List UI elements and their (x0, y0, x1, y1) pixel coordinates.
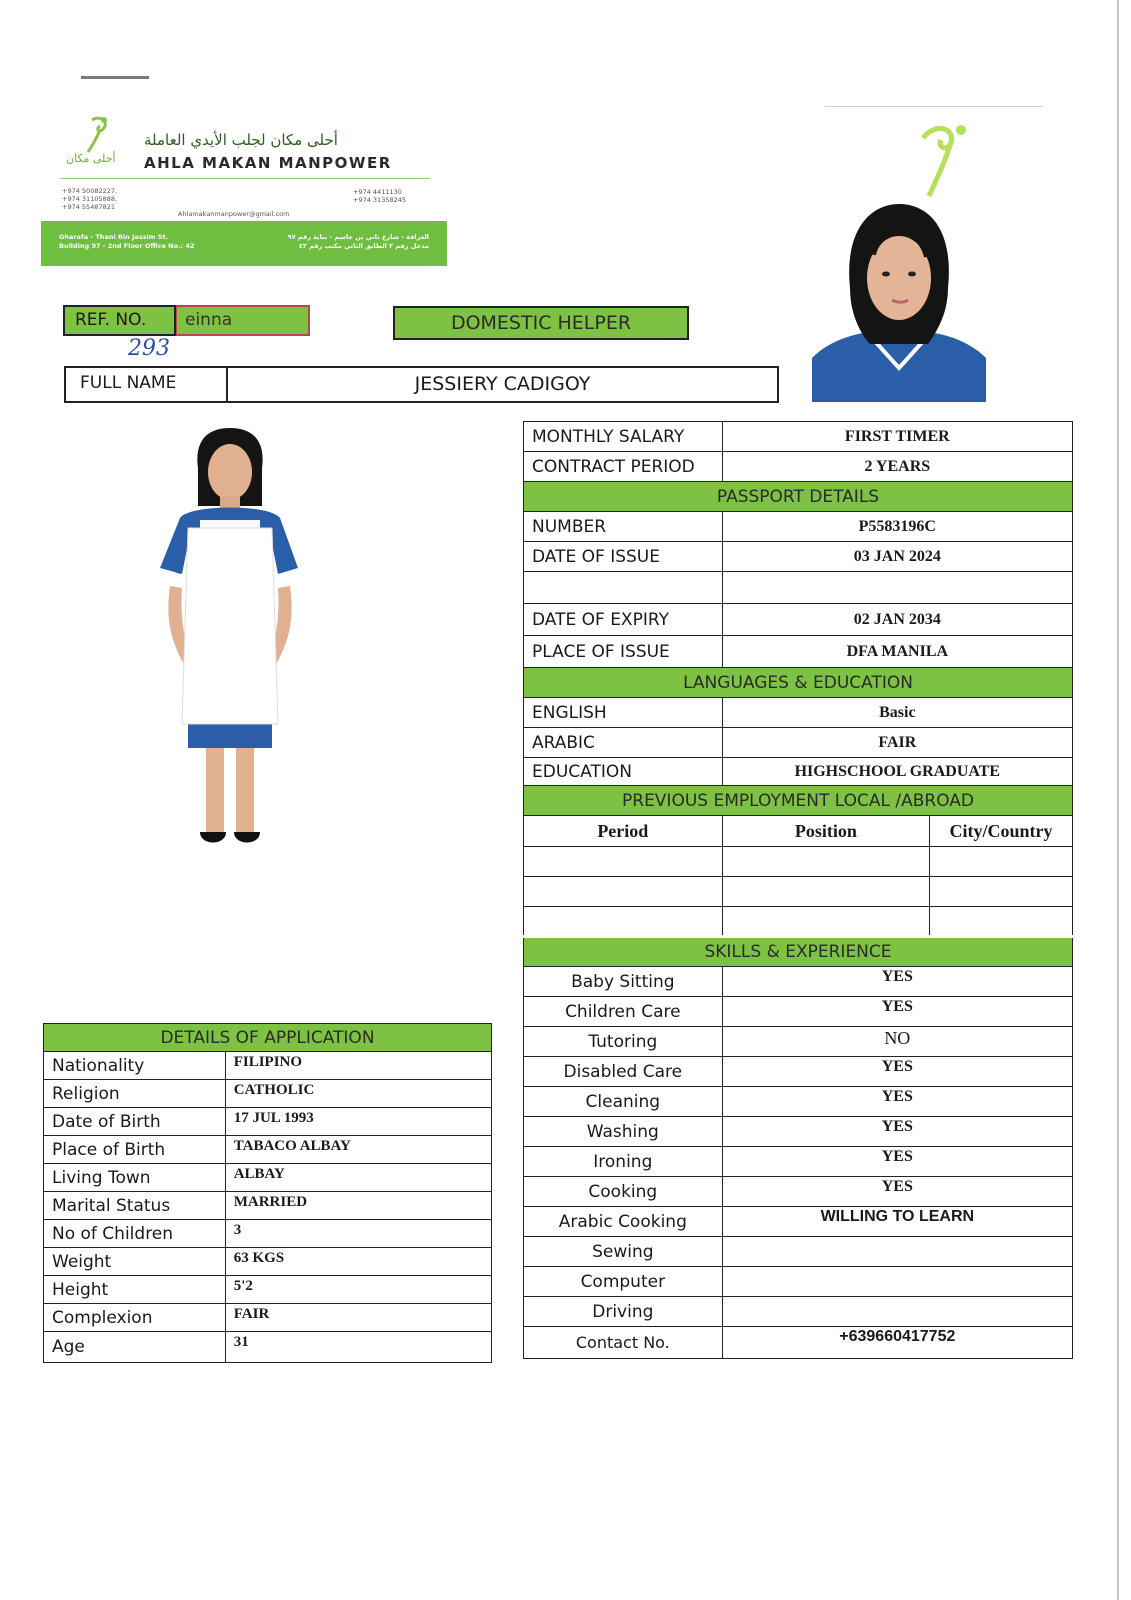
employment-col-city-country: City/Country (930, 816, 1073, 847)
employment-row (524, 847, 1073, 877)
skill-value: +639660417752 (722, 1327, 1072, 1359)
employment-cell (524, 877, 723, 907)
place-of-issue-value: DFA MANILA (722, 636, 1072, 668)
details-row (44, 1248, 492, 1276)
employment-cell (930, 847, 1073, 877)
details-row (44, 1192, 492, 1220)
skill-label: Baby Sitting (524, 967, 723, 997)
employment-cell (930, 877, 1073, 907)
date-of-issue-label: DATE OF ISSUE (524, 542, 723, 572)
education-value: HIGHSCHOOL GRADUATE (722, 758, 1072, 786)
place-of-issue-label: PLACE OF ISSUE (524, 636, 723, 668)
skill-value: YES (722, 997, 1072, 1027)
arabic-label: ARABIC (524, 728, 723, 758)
row-passport-number (524, 512, 1073, 542)
monthly-salary-value: FIRST TIMER (722, 422, 1072, 452)
skill-label: Arabic Cooking (524, 1207, 723, 1237)
row-english (524, 698, 1073, 728)
watermark-logo (915, 118, 975, 204)
blank-cell-value (722, 572, 1072, 604)
address-ar (288, 233, 429, 251)
phones-right (353, 188, 406, 204)
ref-no-handwritten: 293 (128, 336, 170, 361)
address-en-line-2: Building 97 - 2nd Floor Office No.: 42 (59, 242, 195, 250)
details-label: Complexion (44, 1304, 226, 1332)
details-label: Religion (44, 1080, 226, 1108)
skill-row (524, 1237, 1073, 1267)
address-en (59, 233, 194, 251)
ref-no-label: REF. NO. (75, 310, 147, 330)
english-value: Basic (722, 698, 1072, 728)
row-blank (524, 572, 1073, 604)
skill-value: YES (722, 1117, 1072, 1147)
letterhead-divider (60, 178, 430, 179)
full-name-row (64, 366, 779, 403)
contract-period-label: CONTRACT PERIOD (524, 452, 723, 482)
ref-no-value: einna (185, 310, 233, 330)
date-of-expiry-label: DATE OF EXPIRY (524, 604, 723, 636)
skill-row (524, 1087, 1073, 1117)
row-date-of-issue (524, 542, 1073, 572)
skill-row (524, 1297, 1073, 1327)
skill-row (524, 967, 1073, 997)
skill-value: YES (722, 967, 1072, 997)
skills-experience-header: SKILLS & EXPERIENCE (524, 937, 1073, 967)
skill-value (722, 1237, 1072, 1267)
details-row (44, 1080, 492, 1108)
skill-row (524, 1057, 1073, 1087)
details-row (44, 1332, 492, 1363)
employment-cell (524, 907, 723, 937)
address-bar (41, 221, 447, 266)
details-value: 31 (225, 1332, 491, 1363)
details-label: Age (44, 1332, 226, 1363)
details-row (44, 1276, 492, 1304)
skill-row (524, 1027, 1073, 1057)
address-ar-line-1: الغرافة - شارع ثاني بن جاسم - بناية رقم ٩٧ (287, 233, 429, 241)
phone-left-3: +974 55487821 (62, 203, 116, 211)
employment-col-position: Position (722, 816, 929, 847)
passport-number-value: P5583196C (722, 512, 1072, 542)
skill-row (524, 1327, 1073, 1359)
skill-label: Sewing (524, 1237, 723, 1267)
skill-value: WILLING TO LEARN (722, 1207, 1072, 1237)
details-value: MARRIED (225, 1192, 491, 1220)
english-label: ENGLISH (524, 698, 723, 728)
position-box (393, 306, 689, 340)
company-arabic-name: أحلى مكان لجلب الأيدي العاملة (144, 131, 338, 149)
phone-left-2: +974 31105888, (62, 195, 118, 203)
date-of-expiry-value: 02 JAN 2034 (722, 604, 1072, 636)
employment-row (524, 877, 1073, 907)
skill-value: NO (722, 1027, 1072, 1057)
skill-label: Ironing (524, 1147, 723, 1177)
details-row (44, 1136, 492, 1164)
details-row (44, 1052, 492, 1080)
row-contract-period (524, 452, 1073, 482)
details-value: ALBAY (225, 1164, 491, 1192)
details-label: Nationality (44, 1052, 226, 1080)
employment-col-period: Period (524, 816, 723, 847)
details-value: FILIPINO (225, 1052, 491, 1080)
details-label: No of Children (44, 1220, 226, 1248)
details-label: Marital Status (44, 1192, 226, 1220)
details-label: Date of Birth (44, 1108, 226, 1136)
skill-label: Children Care (524, 997, 723, 1027)
details-value: TABACO ALBAY (225, 1136, 491, 1164)
employment-cell (722, 847, 929, 877)
phones-left (62, 187, 117, 211)
skill-row (524, 1177, 1073, 1207)
employment-cell (930, 907, 1073, 937)
headshot-photo (812, 198, 986, 402)
skill-label: Computer (524, 1267, 723, 1297)
languages-education-header: LANGUAGES & EDUCATION (524, 668, 1073, 698)
employment-cell (524, 847, 723, 877)
passport-details-header: PASSPORT DETAILS (524, 482, 1073, 512)
employment-column-headers (524, 816, 1073, 847)
skill-row (524, 1147, 1073, 1177)
company-logo (58, 114, 138, 178)
skill-row (524, 1207, 1073, 1237)
details-of-application-table (43, 1023, 492, 1363)
company-name: AHLA MAKAN MANPOWER (144, 154, 392, 172)
details-row (44, 1304, 492, 1332)
details-of-application-header: DETAILS OF APPLICATION (44, 1024, 492, 1052)
skill-label: Driving (524, 1297, 723, 1327)
education-label: EDUCATION (524, 758, 723, 786)
details-label: Place of Birth (44, 1136, 226, 1164)
full-name-value: JESSIERY CADIGOY (414, 373, 591, 395)
skill-row (524, 1267, 1073, 1297)
row-date-of-expiry (524, 604, 1073, 636)
details-value: 63 KGS (225, 1248, 491, 1276)
phone-right-1: +974 4411130 (353, 188, 402, 196)
skill-label: Cooking (524, 1177, 723, 1207)
blank-cell-label (524, 572, 723, 604)
scan-line-top-right (825, 106, 1043, 107)
arabic-value: FAIR (722, 728, 1072, 758)
contract-period-value: 2 YEARS (722, 452, 1072, 482)
address-ar-line-2: مدخل رقم ٢ الطابق الثاني مكتب رقم ٤٢ (298, 242, 429, 250)
ref-no-value-box (176, 305, 310, 336)
details-list (44, 1052, 492, 1363)
row-education (524, 758, 1073, 786)
skill-label: Disabled Care (524, 1057, 723, 1087)
details-row (44, 1108, 492, 1136)
monthly-salary-label: MONTHLY SALARY (524, 422, 723, 452)
scan-mark (81, 76, 149, 79)
row-arabic (524, 728, 1073, 758)
details-value: 17 JUL 1993 (225, 1108, 491, 1136)
skill-value (722, 1297, 1072, 1327)
details-value: 3 (225, 1220, 491, 1248)
row-place-of-issue (524, 636, 1073, 668)
skill-value: YES (722, 1087, 1072, 1117)
passport-number-label: NUMBER (524, 512, 723, 542)
phone-right-2: +974 31358245 (353, 196, 407, 204)
ref-no-label-box (63, 305, 176, 336)
main-info-table (523, 421, 1073, 1359)
previous-employment-header: PREVIOUS EMPLOYMENT LOCAL /ABROAD (524, 786, 1073, 816)
employment-row (524, 907, 1073, 937)
details-label: Living Town (44, 1164, 226, 1192)
skills-list (524, 967, 1073, 1359)
details-row (44, 1164, 492, 1192)
skill-label: Contact No. (524, 1327, 723, 1359)
employment-cell (722, 877, 929, 907)
skill-row (524, 997, 1073, 1027)
details-value: FAIR (225, 1304, 491, 1332)
date-of-issue-value: 03 JAN 2024 (722, 542, 1072, 572)
skill-label: Washing (524, 1117, 723, 1147)
employment-cell (722, 907, 929, 937)
full-name-label: FULL NAME (80, 373, 177, 393)
skill-row (524, 1117, 1073, 1147)
details-row (44, 1220, 492, 1248)
details-label: Height (44, 1276, 226, 1304)
company-email: Ahlamakanmanpower@gmail.com (178, 210, 290, 218)
skill-value: YES (722, 1177, 1072, 1207)
details-value: 5'2 (225, 1276, 491, 1304)
skill-label: Tutoring (524, 1027, 723, 1057)
skill-value: YES (722, 1147, 1072, 1177)
details-label: Weight (44, 1248, 226, 1276)
row-monthly-salary (524, 422, 1073, 452)
skill-value: YES (722, 1057, 1072, 1087)
address-en-line-1: Gharafa - Thani Bin Jassim St. (59, 233, 169, 241)
scan-edge (1117, 0, 1119, 1600)
logo-caption: أحلى مكان (66, 152, 116, 165)
position-title: DOMESTIC HELPER (450, 312, 632, 334)
skill-value (722, 1267, 1072, 1297)
details-value: CATHOLIC (225, 1080, 491, 1108)
phone-left-1: +974 50082227, (62, 187, 118, 195)
skill-label: Cleaning (524, 1087, 723, 1117)
full-body-photo (150, 428, 310, 864)
